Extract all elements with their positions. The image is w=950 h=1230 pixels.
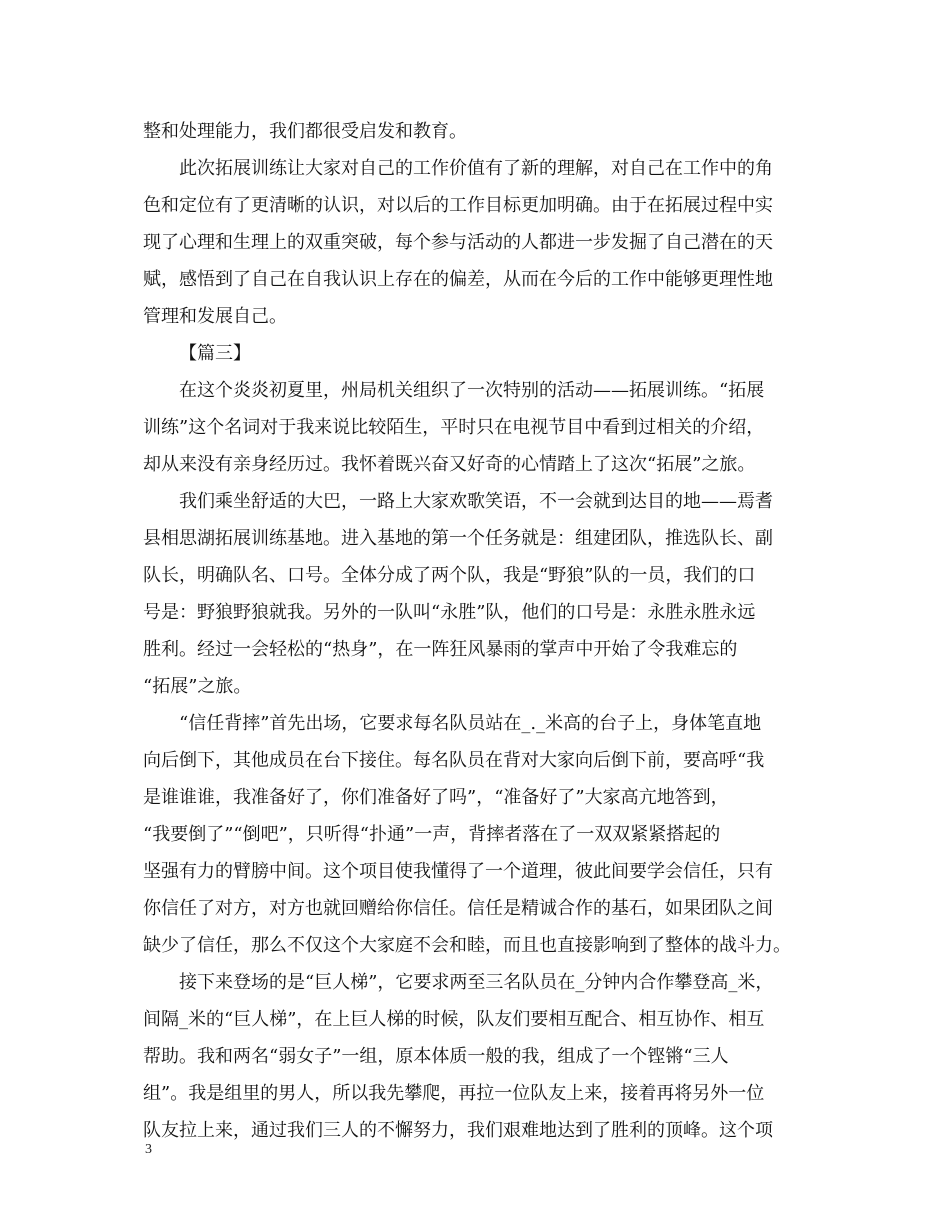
text-line: 我们乘坐舒适的大巴，一路上大家欢歌笑语，不一会就到达目的地——焉耆 <box>179 491 773 512</box>
text-line: 训练”这个名词对于我来说比较陌生，平时只在电视节目中看到过相关的介绍， <box>143 417 765 438</box>
text-line: 组”。我是组里的男人，所以我先攀爬，再拉一位队友上来，接着再将另外一位 <box>143 1083 765 1104</box>
body-text <box>143 113 825 1149</box>
text-line: 间隔_米的“巨人梯”，在上巨人梯的时候，队友们要相互配合、相互协作、相互 <box>143 1009 765 1030</box>
text-line: “信任背摔”首先出场，它要求每名队员站在_._米高的台子上，身体笔直地 <box>179 713 762 734</box>
text-line: 整和处理能力，我们都很受启发和教育。 <box>143 121 467 142</box>
text-line: 管理和发展自己。 <box>143 306 287 327</box>
page-number: 3 <box>145 1142 152 1157</box>
text-line: 却从来没有亲身经历过。我怀着既兴奋又好奇的心情踏上了这次“拓展”之旅。 <box>143 454 756 475</box>
text-line: 队长，明确队名、口号。全体分成了两个队，我是“野狼”队的一员，我们的口 <box>143 565 756 586</box>
text-line: 色和定位有了更清晰的认识，对以后的工作目标更加明确。由于在拓展过程中实 <box>143 195 773 216</box>
text-line: “拓展”之旅。 <box>143 676 252 697</box>
text-line: 在这个炎炎初夏里，州局机关组织了一次特别的活动——拓展训练。“拓展 <box>179 380 765 401</box>
text-line: 县相思湖拓展训练基地。进入基地的第一个任务就是：组建团队，推选队长、副 <box>143 528 773 549</box>
text-line: 号是：野狼野狼就我。另外的一队叫“永胜”队，他们的口号是：永胜永胜永远 <box>143 602 756 623</box>
section-heading: 【篇三】 <box>179 343 251 364</box>
text-line: 接下来登场的是“巨人梯”，它要求两至三名队员在_分钟内合作攀登高_米， <box>179 972 774 993</box>
text-line: 坚强有力的臂膀中间。这个项目使我懂得了一个道理，彼此间要学会信任，只有 <box>143 861 773 882</box>
text-line: 缺少了信任，那么不仅这个大家庭不会和睦，而且也直接影响到了整体的战斗力。 <box>143 935 791 956</box>
text-line: 胜利。经过一会轻松的“热身”，在一阵狂风暴雨的掌声中开始了令我难忘的 <box>143 639 738 660</box>
text-line: “我要倒了”“倒吧”，只听得“扑通”一声，背摔者落在了一双双紧紧搭起的 <box>143 824 721 845</box>
text-line: 你信任了对方，对方也就回赠给你信任。信任是精诚合作的基石，如果团队之间 <box>143 898 773 919</box>
text-line: 此次拓展训练让大家对自己的工作价值有了新的理解，对自己在工作中的角 <box>179 158 773 179</box>
text-line: 赋，感悟到了自己在自我认识上存在的偏差，从而在今后的工作中能够更理性地 <box>143 269 773 290</box>
text-line: 现了心理和生理上的双重突破，每个参与活动的人都进一步发掘了自己潜在的天 <box>143 232 773 253</box>
text-line: 向后倒下，其他成员在台下接住。每名队员在背对大家向后倒下前，要高呼“我 <box>143 750 765 771</box>
text-line: 队友拉上来，通过我们三人的不懈努力，我们艰难地达到了胜利的顶峰。这个项 <box>143 1120 773 1141</box>
text-line: 帮助。我和两名“弱女子”一组，原本体质一般的我，组成了一个铿锵“三人 <box>143 1046 729 1067</box>
text-line: 是谁谁谁，我准备好了，你们准备好了吗”，“准备好了”大家高亢地答到， <box>143 787 729 808</box>
